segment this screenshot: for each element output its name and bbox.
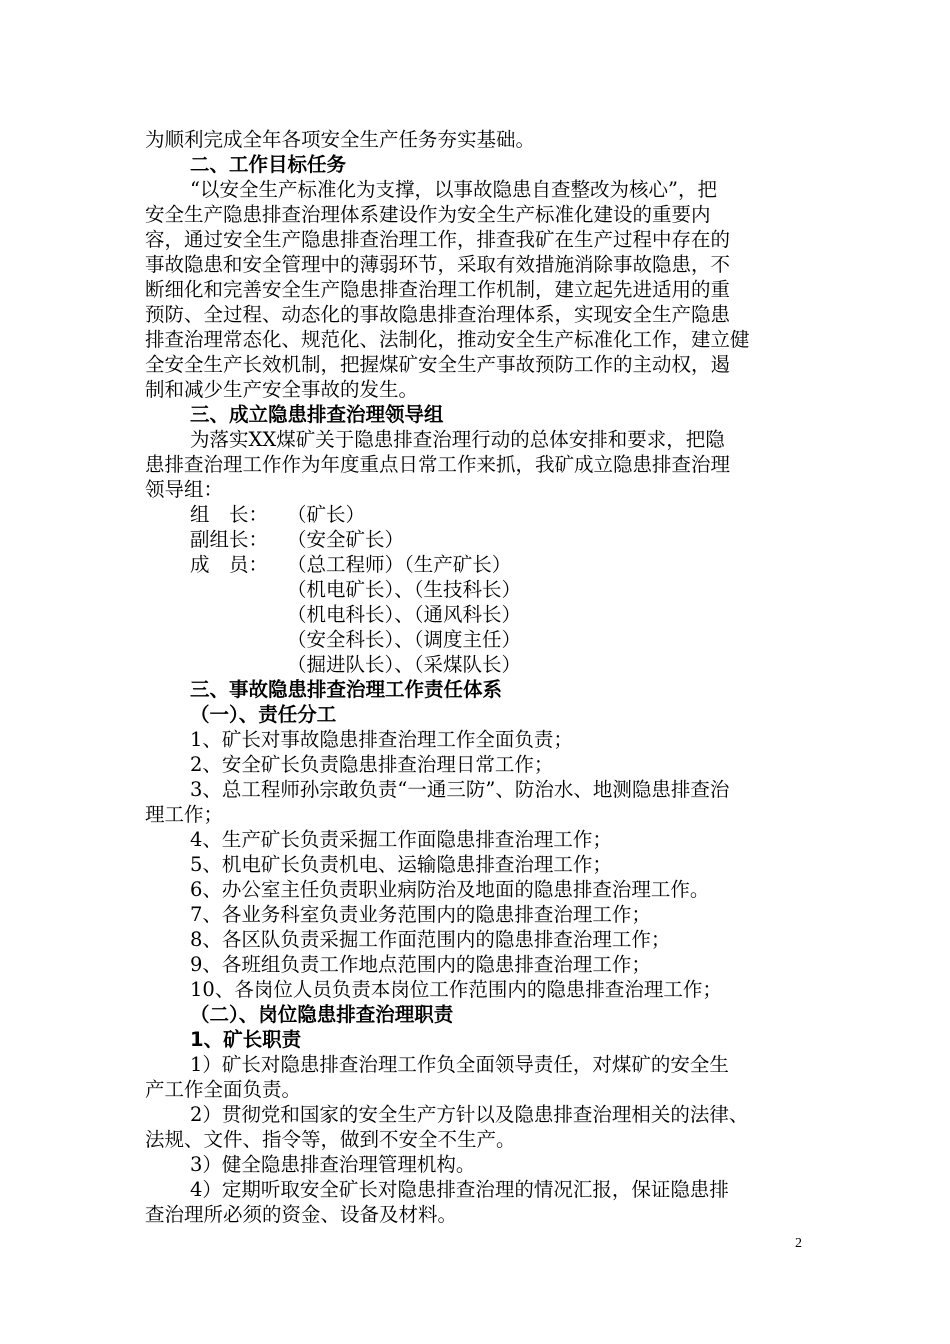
paragraph-line: 制和减少生产安全事故的发生。 [145, 378, 419, 401]
paragraph-line: “以安全生产标准化为支撑，以事故隐患自查整改为核心”，把 [190, 178, 717, 201]
member-line: （总工程师）（生产矿长） [287, 553, 512, 576]
duty-line: 3、总工程师孙宗敢负责“一通三防”、防治水、地测隐患排查治 [190, 778, 730, 801]
section-heading-goals: 二、工作目标任务 [190, 153, 347, 176]
duty-line: 7、各业务科室负责业务范围内的隐患排查治理工作； [190, 903, 651, 926]
duty-line: 10、各岗位人员负责本岗位工作范围内的隐患排查治理工作； [190, 978, 722, 1001]
paragraph-line: 为顺利完成全年各项安全生产任务夯实基础。 [145, 128, 536, 151]
duty-line: 1、矿长对事故隐患排查治理工作全面负责； [190, 728, 573, 751]
item-line: 3）健全隐患排查治理管理机构。 [190, 1153, 476, 1176]
duty-line: 2、安全矿长负责隐患排查治理日常工作； [190, 753, 554, 776]
item-line: 1）矿长对隐患排查治理工作负全面领导责任，对煤矿的安全生 [190, 1053, 729, 1076]
paragraph-line: 事故隐患和安全管理中的薄弱环节，采取有效措施消除事故隐患，不 [145, 253, 731, 276]
duty-line: 4、生产矿长负责采掘工作面隐患排查治理工作； [190, 828, 612, 851]
paragraph-line: 领导组： [145, 478, 224, 501]
item-line: 2）贯彻党和国家的安全生产方针以及隐患排查治理相关的法律、 [190, 1103, 749, 1126]
member-line: （安全科长）、（调度主任） [287, 628, 522, 651]
section-heading-responsibility: 三、事故隐患排查治理工作责任体系 [190, 678, 503, 701]
item-line: 法规、文件、指令等，做到不安全不生产。 [145, 1128, 516, 1151]
paragraph-line: 为落实XX煤矿关于隐患排查治理行动的总体安排和要求，把隐 [190, 428, 725, 451]
paragraph-line: 断细化和完善安全生产隐患排查治理工作机制，建立起先进适用的重 [145, 278, 731, 301]
subsection-heading-division: （一）、责任分工 [190, 703, 337, 726]
leader-label: 组 长： [190, 503, 269, 526]
paragraph-line: 患排查治理工作作为年度重点日常工作来抓，我矿成立隐患排查治理 [145, 453, 731, 476]
deputy-label: 副组长： [190, 528, 269, 551]
member-line: （机电科长）、（通风科长） [287, 603, 522, 626]
paragraph-line: 全安全生产长效机制，把握煤矿安全生产事故预防工作的主动权，遏 [145, 353, 731, 376]
item-line: 查治理所必须的资金、设备及材料。 [145, 1203, 458, 1226]
members-label: 成 员： [190, 553, 269, 576]
deputy-value: （安全矿长） [287, 528, 405, 551]
item-line: 产工作全面负责。 [145, 1078, 302, 1101]
member-line: （掘进队长）、（采煤队长） [287, 653, 522, 676]
duty-line: 6、办公室主任负责职业病防治及地面的隐患排查治理工作。 [190, 878, 710, 901]
duty-line: 理工作； [145, 803, 224, 826]
subsection-heading-duties: （二）、岗位隐患排查治理职责 [190, 1003, 454, 1026]
paragraph-line: 预防、全过程、动态化的事故隐患排查治理体系，实现安全生产隐患 [145, 303, 731, 326]
duty-line: 9、各班组负责工作地点范围内的隐患排查治理工作； [190, 953, 651, 976]
paragraph-line: 容，通过安全生产隐患排查治理工作，排查我矿在生产过程中存在的 [145, 228, 731, 251]
paragraph-line: 排查治理常态化、规范化、法制化，推动安全生产标准化工作，建立健 [145, 328, 750, 351]
duty-line: 5、机电矿长负责机电、运输隐患排查治理工作； [190, 853, 612, 876]
leader-value: （矿长） [287, 503, 366, 526]
member-line: （机电矿长）、（生技科长） [287, 578, 522, 601]
paragraph-line: 安全生产隐患排查治理体系建设作为安全生产标准化建设的重要内 [145, 203, 711, 226]
subsection-heading-mine-director: 1、矿长职责 [190, 1028, 302, 1051]
page-number: 2 [795, 1236, 802, 1251]
duty-line: 8、各区队负责采掘工作面范围内的隐患排查治理工作； [190, 928, 671, 951]
section-heading-leadership: 三、成立隐患排查治理领导组 [190, 403, 444, 426]
item-line: 4）定期听取安全矿长对隐患排查治理的情况汇报，保证隐患排 [190, 1178, 729, 1201]
